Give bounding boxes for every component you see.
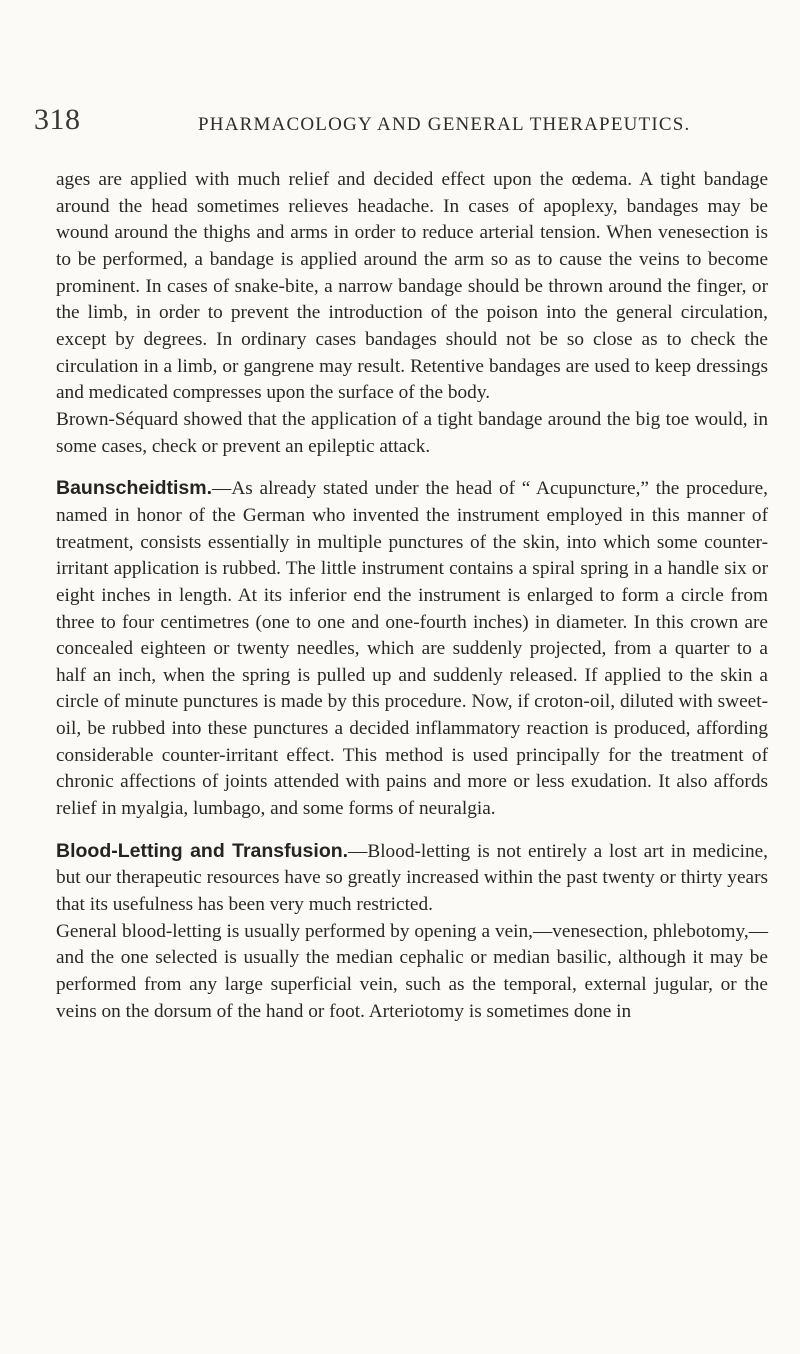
page-number: 318 bbox=[34, 103, 81, 136]
body-text bbox=[56, 167, 768, 1025]
paragraph-text: General blood-letting is usually performed by opening a vein,—venesection, phlebotomy,—and the one selected is usually the median cephalic or median basilic, although it may be performed from any large superficial vein, such as the temporal, external jugular, or the veins on the dorsum of the hand or foot. Arteriotomy is sometimes done in bbox=[56, 920, 768, 1022]
paragraph-brown-sequard bbox=[56, 407, 768, 460]
paragraph-bandages bbox=[56, 167, 768, 407]
section-baunscheidtism bbox=[56, 475, 768, 823]
section-heading: Baunscheidtism. bbox=[56, 477, 213, 500]
paragraph-venesection bbox=[56, 919, 768, 1026]
running-head: PHARMACOLOGY AND GENERAL THERAPEUTICS. bbox=[198, 114, 691, 135]
section-heading: Blood-Letting and Transfusion. bbox=[56, 839, 349, 862]
paragraph-text: Brown-Séquard showed that the application of a tight bandage around the big toe would, in some cases, check or prevent an epileptic attack. bbox=[56, 408, 768, 457]
paragraph-text: —As already stated under the head of “ Acupuncture,” the procedure, named in honor of the German who invented the instrument employed in this manner of treatment, consists essentially in multiple punctures of the skin, into which some counter-irritant application is rubbed. The little instrument contains a spiral spring in a handle six or eight inches in length. At its inferior end the instrument is enlarged to form a circle from three to four centimetres (one to one and one-fourth inches) in diameter. In this crown are concealed eighteen or twenty needles, which are suddenly projected, from a quarter to a half an inch, when the spring is pulled up and suddenly released. If applied to the skin a circle of minute punctures is made by this procedure. Now, if croton-oil, diluted with sweet-oil, be rubbed into these punctures a decided inflammatory reaction is produced, affording considerable counter-irritant effect. This method is used principally for the treatment of chronic affections of joints attended with pains and more or less exudation. It also affords relief in myalgia, lumbago, and some forms of neuralgia. bbox=[56, 478, 768, 820]
paragraph-text: —Blood-letting is not entirely a lost art in medicine, but our therapeutic resources have so greatly increased within the past twenty or thirty years that its usefulness has been very much restricted. bbox=[56, 840, 768, 916]
paragraph-text: ages are applied with much relief and decided effect upon the œdema. A tight bandage around the head sometimes relieves headache. In cases of apoplexy, bandages may be wound around the thighs and arms in order to reduce arterial tension. When venesection is to be performed, a bandage is applied around the arm so as to cause the veins to become prominent. In cases of snake-bite, a narrow bandage should be thrown around the finger, or the limb, in order to prevent the introduction of the poison into the general circulation, except by degrees. In ordinary cases bandages should not be so close as to check the circulation in a limb, or gangrene may result. Retentive bandages are used to keep dressings and medicated compresses upon the surface of the body. bbox=[56, 169, 768, 404]
section-blood-letting bbox=[56, 838, 768, 919]
page-header bbox=[0, 103, 800, 143]
